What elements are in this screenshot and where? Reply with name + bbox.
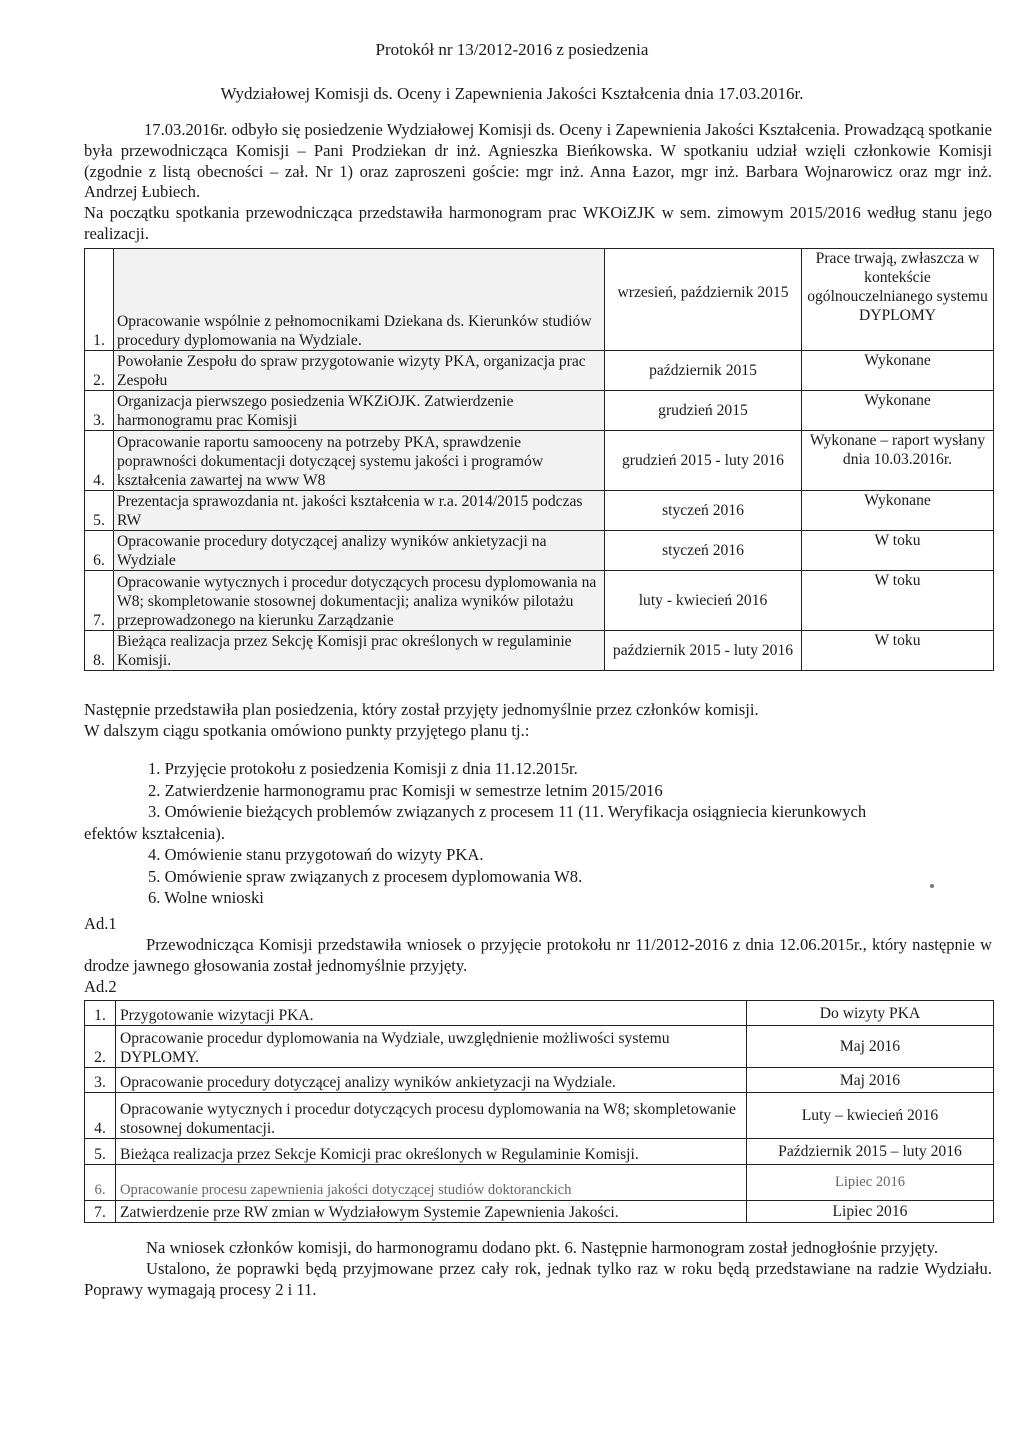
row-number: 6. <box>85 1165 116 1201</box>
middle-paragraph-2: W dalszym ciągu spotkania omówiono punkty przyjętego planu tj.: <box>84 720 530 740</box>
status-cell: Wykonane <box>802 491 994 531</box>
ad1-section <box>84 914 992 976</box>
row-number: 7. <box>85 1201 116 1223</box>
table-row <box>85 571 994 631</box>
ad1-label: Ad.1 <box>84 914 117 933</box>
task-cell: Bieżąca realizacja przez Sekcje Komicji prac określonych w Regulaminie Komisji. <box>116 1139 747 1165</box>
ad2-section <box>84 977 992 998</box>
table-row <box>85 1139 994 1165</box>
date-cell: luty - kwiecień 2016 <box>605 571 802 631</box>
date-cell: Lipiec 2016 <box>747 1201 994 1223</box>
task-cell: Prezentacja sprawozdania nt. jakości kształcenia w r.a. 2014/2015 podczas RW <box>114 491 605 531</box>
date-cell: wrzesień, październik 2015 <box>605 249 802 351</box>
row-number: 1. <box>85 249 114 351</box>
table-row <box>85 531 994 571</box>
table-row <box>85 1068 994 1093</box>
intro-paragraph-2: Na początku spotkania przewodnicząca przedstawiła harmonogram prac WKOiZJK w sem. zimowym 2015/2016 według stanu jego realizacji. <box>84 203 992 243</box>
table-row <box>85 1093 994 1139</box>
date-cell: Październik 2015 – luty 2016 <box>747 1139 994 1165</box>
row-number: 5. <box>85 1139 116 1165</box>
task-cell: Opracowanie raportu samooceny na potrzeby PKA, sprawdzenie poprawności dokumentacji dotyczącej systemu jakości i programów kształcenia zawartej na www W8 <box>114 431 605 491</box>
ad2-label: Ad.2 <box>84 977 117 996</box>
list-item: 1. Przyjęcie protokołu z posiedzenia Komisji z dnia 11.12.2015r. <box>148 759 578 778</box>
row-number: 2. <box>85 351 114 391</box>
plan-items-table <box>84 1000 994 1223</box>
row-number: 4. <box>85 1093 116 1139</box>
status-cell: W toku <box>802 571 994 631</box>
row-number: 4. <box>85 431 114 491</box>
date-cell: październik 2015 - luty 2016 <box>605 631 802 671</box>
table-row <box>85 249 994 351</box>
status-cell: Wykonane – raport wysłany dnia 10.03.2016r. <box>802 431 994 491</box>
closing-paragraph-2: Ustalono, że poprawki będą przyjmowane przez cały rok, jednak tylko raz w roku będą przedstawiane na radzie Wydziału. Poprawy wymagają procesy 2 i 11. <box>84 1258 992 1299</box>
row-number: 3. <box>85 391 114 431</box>
table-row <box>85 1026 994 1068</box>
task-cell: Opracowanie wytycznych i procedur dotyczących procesu dyplomowania na W8; skompletowanie stosownej dokumentacji; analiza wyników pilotażu przeprowadzonego na kierunku Zarządzanie <box>114 571 605 631</box>
table-row <box>85 351 994 391</box>
date-cell: Maj 2016 <box>747 1068 994 1093</box>
task-cell: Opracowanie procedury dotyczącej analizy wyników ankietyzacji na Wydziale. <box>116 1068 747 1093</box>
date-cell: Maj 2016 <box>747 1026 994 1068</box>
table-row <box>85 1201 994 1223</box>
status-cell: W toku <box>802 531 994 571</box>
meeting-plan-list <box>84 758 992 909</box>
schedule-table <box>84 248 994 671</box>
task-cell: Przygotowanie wizytacji PKA. <box>116 1001 747 1026</box>
status-cell: W toku <box>802 631 994 671</box>
closing-section <box>84 1238 992 1300</box>
middle-paragraph-1: Następnie przedstawiła plan posiedzenia, który został przyjęty jednomyślnie przez członków komisji. <box>84 700 759 719</box>
row-number: 2. <box>85 1026 116 1068</box>
status-cell: Wykonane <box>802 391 994 431</box>
list-item: 4. Omówienie stanu przygotowań do wizyty PKA. <box>148 845 484 864</box>
date-cell: styczeń 2016 <box>605 491 802 531</box>
table-row <box>85 391 994 431</box>
row-number: 1. <box>85 1001 116 1026</box>
list-item: 6. Wolne wnioski <box>148 888 264 907</box>
table-row <box>85 631 994 671</box>
list-item: 3. Omówienie bieżących problemów związanych z procesem 11 (11. Weryfikacja osiągniecia kierunkowych <box>148 802 867 821</box>
row-number: 5. <box>85 491 114 531</box>
row-number: 3. <box>85 1068 116 1093</box>
task-cell: Opracowanie procesu zapewnienia jakości dotyczącej studiów doktoranckich <box>116 1165 747 1201</box>
task-cell: Opracowanie wspólnie z pełnomocnikami Dziekana ds. Kierunków studiów procedury dyplomowania na Wydziale. <box>114 249 605 351</box>
task-cell: Bieżąca realizacja przez Sekcję Komisji prac określonych w regulaminie Komisji. <box>114 631 605 671</box>
intro-paragraph-1: 17.03.2016r. odbyło się posiedzenie Wydziałowej Komisji ds. Oceny i Zapewnienia Jakości Kształcenia. Prowadzącą spotkanie była przewodnicząca Komisji – Pani Prodziekan dr inż. Agnieszka Bieńkowska. W spotkaniu udział wzięli członkowie Komisji (zgodnie z listą obecności – zał. Nr 1) oraz zaproszeni goście: mgr inż. Anna Łazor, mgr inż. Barbara Wojnarowicz oraz mgr inż. Andrzej Łubiech. <box>84 120 992 202</box>
closing-paragraph-1: Na wniosek członków komisji, do harmonogramu dodano pkt. 6. Następnie harmonogram został jednogłośnie przyjęty. <box>146 1238 939 1257</box>
list-item: 5. Omówienie spraw związanych z procesem dyplomowania W8. <box>148 866 583 886</box>
intro-section <box>84 120 992 245</box>
date-cell: Lipiec 2016 <box>747 1165 994 1201</box>
list-item: 2. Zatwierdzenie harmonogramu prac Komisji w semestrze letnim 2015/2016 <box>148 780 663 800</box>
table-row <box>85 431 994 491</box>
table-row <box>85 1001 994 1026</box>
row-number: 8. <box>85 631 114 671</box>
task-cell: Opracowanie procedury dotyczącej analizy wyników ankietyzacji na Wydziale <box>114 531 605 571</box>
list-item: efektów kształcenia). <box>84 823 225 843</box>
task-cell: Powołanie Zespołu do spraw przygotowanie wizyty PKA, organizacja prac Zespołu <box>114 351 605 391</box>
task-cell: Organizacja pierwszego posiedzenia WKZiOJK. Zatwierdzenie harmonogramu prac Komisji <box>114 391 605 431</box>
table-row <box>85 1165 994 1201</box>
task-cell: Opracowanie wytycznych i procedur dotyczących procesu dyplomowania na W8; skompletowanie stosownej dokumentacji. <box>116 1093 747 1139</box>
status-cell: Prace trwają, zwłaszcza w kontekście ogólnouczelnianego systemu DYPLOMY <box>802 249 994 351</box>
status-cell: Wykonane <box>802 351 994 391</box>
date-cell: grudzień 2015 <box>605 391 802 431</box>
date-cell: październik 2015 <box>605 351 802 391</box>
scan-speck <box>930 884 934 888</box>
date-cell: grudzień 2015 - luty 2016 <box>605 431 802 491</box>
task-cell: Opracowanie procedur dyplomowania na Wydziale, uwzględnienie możliwości systemu DYPLOMY. <box>116 1026 747 1068</box>
ad1-text: Przewodnicząca Komisji przedstawiła wniosek o przyjęcie protokołu nr 11/2012-2016 z dnia 12.06.2015r., który następnie w drodze jawnego głosowania został jednomyślnie przyjęty. <box>84 934 992 975</box>
middle-section <box>84 700 992 742</box>
document-title: Protokół nr 13/2012-2016 z posiedzenia <box>375 40 649 59</box>
document-subtitle: Wydziałowej Komisji ds. Oceny i Zapewnienia Jakości Kształcenia dnia 17.03.2016r. <box>220 84 804 103</box>
task-cell: Zatwierdzenie prze RW zmian w Wydziałowym Systemie Zapewnienia Jakości. <box>116 1201 747 1223</box>
date-cell: Luty – kwiecień 2016 <box>747 1093 994 1139</box>
row-number: 6. <box>85 531 114 571</box>
date-cell: styczeń 2016 <box>605 531 802 571</box>
date-cell: Do wizyty PKA <box>747 1001 994 1026</box>
row-number: 7. <box>85 571 114 631</box>
table-row <box>85 491 994 531</box>
